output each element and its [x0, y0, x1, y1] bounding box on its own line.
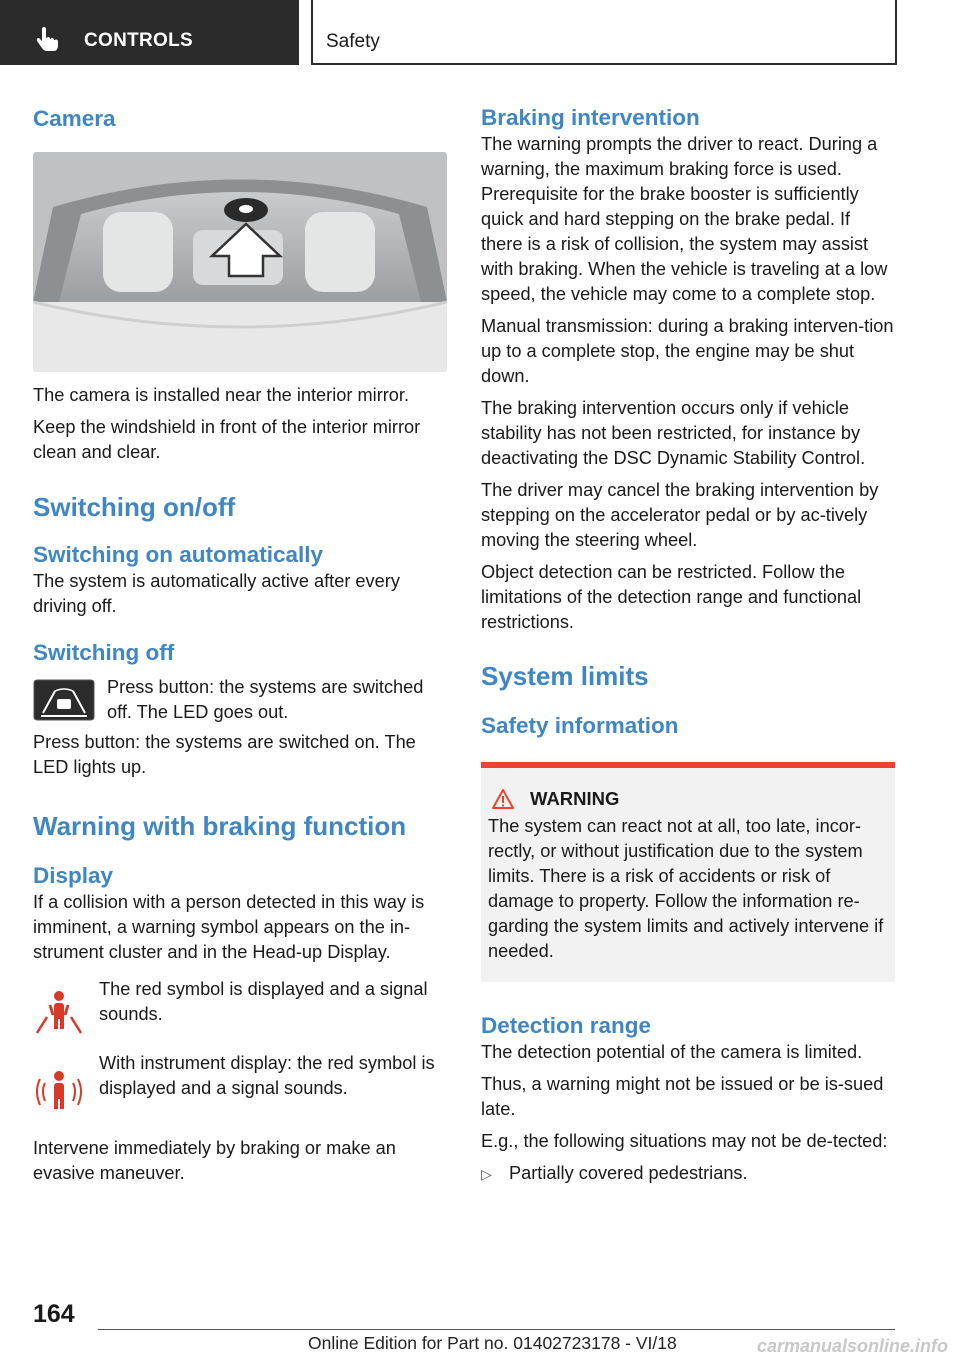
camera-photo [33, 152, 447, 372]
pedestrian-sound-warning-icon [33, 1067, 85, 1117]
bullet-triangle-icon: ▷ [481, 1166, 492, 1182]
braking-paragraph-4: The driver may cancel the braking intervention by stepping on the accelerator pedal or by ac-tively moving the steering wheel. [481, 480, 879, 550]
display-heading: Display [33, 863, 114, 888]
subsection-title: Safety [326, 31, 380, 52]
collision-warning-button-icon [33, 679, 95, 721]
symbol-row-2 [33, 1051, 443, 1117]
auto-heading: Switching on automatically [33, 542, 324, 567]
page-number: 164 [33, 1300, 75, 1328]
warning-box [481, 762, 895, 982]
right-column [481, 100, 895, 1187]
detection-paragraph-2: Thus, a warning might not be issued or be is-sued late. [481, 1074, 884, 1119]
switching-heading: Switching on/off [33, 492, 236, 522]
header-section-tab [0, 0, 299, 65]
braking-paragraph-2: Manual transmission: during a braking interven-tion up to a complete stop, the engine may be shut down. [481, 316, 894, 386]
header-subsection-tab [311, 0, 897, 65]
symbol-row-1 [33, 977, 443, 1037]
symbol-1-text: The red symbol is displayed and a signal sounds. [99, 979, 428, 1024]
braking-paragraph-5: Object detection can be restricted. Follow the limitations of the detection range and functional restrictions. [481, 562, 862, 632]
camera-paragraph-1: The camera is installed near the interior mirror. [33, 385, 410, 405]
off-paragraph: Press button: the systems are switched on. The LED lights up. [33, 732, 416, 777]
warning-braking-heading: Warning with braking function [33, 811, 407, 841]
warning-text: The system can react not at all, too late, incor-rectly, or without justification due to the system limits. There is a risk of accidents or risk of damage to property. Follow the information re-garding the system limits and actively intervene if needed. [488, 816, 884, 961]
bullet-text: Partially covered pedestrians. [509, 1163, 748, 1183]
detection-paragraph-1: The detection potential of the camera is limited. [481, 1042, 863, 1062]
safety-info-heading: Safety information [481, 713, 679, 738]
off-button-row [33, 675, 443, 725]
watermark: carmanualsonline.info [756, 1336, 948, 1356]
warning-title-row [488, 788, 887, 810]
off-heading: Switching off [33, 640, 175, 665]
intervene-paragraph: Intervene immediately by braking or make an evasive maneuver. [33, 1138, 396, 1183]
pedestrian-warning-icon [33, 987, 85, 1037]
warning-title: WARNING [530, 788, 620, 809]
list-item [481, 1161, 895, 1187]
section-title: CONTROLS [84, 30, 194, 51]
symbol-2-text: With instrument display: the red symbol is displayed and a signal sounds. [99, 1053, 435, 1098]
auto-paragraph: The system is automatically active after every driving off. [33, 571, 400, 616]
detection-paragraph-3: E.g., the following situations may not be de-tected: [481, 1131, 888, 1151]
footer-edition: Online Edition for Part no. 01402723178 - VI/18 [308, 1333, 677, 1353]
camera-heading: Camera [33, 106, 116, 131]
footer-divider [98, 1329, 895, 1330]
display-paragraph: If a collision with a person detected in this way is imminent, a warning symbol appears on the in-strument cluster and in the Head-up Display. [33, 892, 425, 962]
hand-pointer-icon [36, 26, 60, 52]
braking-paragraph-3: The braking intervention occurs only if vehicle stability has not been restricted, for instance by deactivating the DSC Dynamic Stability Control. [481, 398, 866, 468]
system-limits-heading: System limits [481, 661, 649, 691]
detection-heading: Detection range [481, 1013, 652, 1038]
braking-paragraph-1: The warning prompts the driver to react. During a warning, the maximum braking force is used. Prerequisite for the brake booster is sufficiently quick and hard stepping on the brake pedal. If there is a risk of collision, the system may assist with braking. When the vehicle is traveling at a low speed, the vehicle may come to a complete stop. [481, 134, 888, 304]
off-button-text: Press button: the systems are switched off. The LED goes out. [107, 677, 424, 722]
left-column [33, 100, 443, 1193]
braking-heading: Braking intervention [481, 105, 700, 130]
camera-paragraph-2: Keep the windshield in front of the interior mirror clean and clear. [33, 417, 421, 462]
warning-triangle-icon [491, 788, 515, 810]
